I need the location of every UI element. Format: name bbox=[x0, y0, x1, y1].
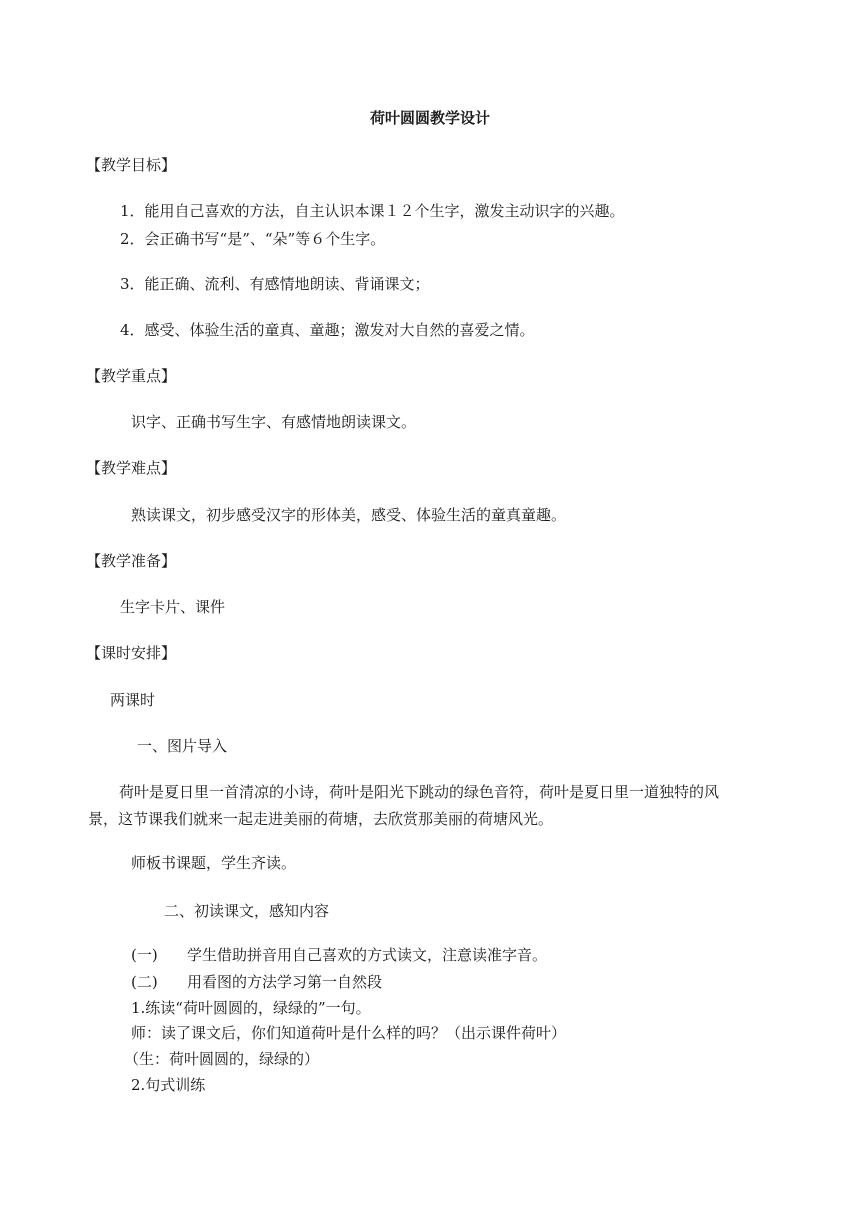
part1-note: 师板书课题，学生齐读。 bbox=[131, 854, 297, 872]
difficulty-heading: 【教学难点】 bbox=[86, 459, 177, 477]
step-text: 学生借助拼音用自己喜欢的方式读文，注意读准字音。 bbox=[187, 946, 548, 964]
goal-item-1: 1．能用自己喜欢的方法，自主认识本课１２个生字，激发主动识字的兴趣。 bbox=[120, 202, 625, 220]
goal-item-4: 4．感受、体验生活的童真、童趣；激发对大自然的喜爱之情。 bbox=[120, 321, 535, 339]
goals-heading: 【教学目标】 bbox=[86, 156, 177, 174]
key-points-text: 识字、正确书写生字、有感情地朗读课文。 bbox=[131, 413, 417, 431]
step-item-2 bbox=[131, 972, 382, 992]
step-number: (一) bbox=[131, 946, 158, 964]
step-number: (二) bbox=[131, 973, 158, 991]
part2-heading: 二、初读课文，感知内容 bbox=[164, 902, 330, 920]
part1-heading: 一、图片导入 bbox=[137, 737, 228, 755]
student-line: （生：荷叶圆圆的，绿绿的） bbox=[124, 1050, 320, 1068]
sub-item-1: 1.练读“荷叶圆圆的，绿绿的”一句。 bbox=[131, 999, 371, 1017]
document-title: 荷叶圆圆教学设计 bbox=[369, 109, 490, 127]
goal-item-3: 3．能正确、流利、有感情地朗读、背诵课文； bbox=[120, 275, 430, 293]
goal-item-2: 2．会正确书写“是”、“朵”等６个生字。 bbox=[120, 230, 386, 248]
part1-paragraph: 荷叶是夏日里一首清凉的小诗，荷叶是阳光下跳动的绿色音符，荷叶是夏日里一道独特的风景，这节课我们就来一起走进美丽的荷塘，去欣赏那美丽的荷塘风光。 bbox=[88, 783, 720, 828]
sub-item-2: 2.句式训练 bbox=[131, 1076, 206, 1094]
difficulty-text: 熟读课文，初步感受汉字的形体美，感受、体验生活的童真童趣。 bbox=[131, 506, 567, 524]
step-item-1 bbox=[131, 945, 547, 965]
key-points-heading: 【教学重点】 bbox=[86, 367, 177, 385]
step-text: 用看图的方法学习第一自然段 bbox=[187, 973, 383, 991]
teacher-line: 师：读了课文后，你们知道荷叶是什么样的吗？（出示课件荷叶） bbox=[131, 1024, 567, 1042]
preparation-heading: 【教学准备】 bbox=[86, 552, 177, 570]
schedule-text: 两课时 bbox=[110, 691, 156, 709]
schedule-heading: 【课时安排】 bbox=[86, 644, 177, 662]
preparation-text: 生字卡片、课件 bbox=[120, 598, 226, 616]
